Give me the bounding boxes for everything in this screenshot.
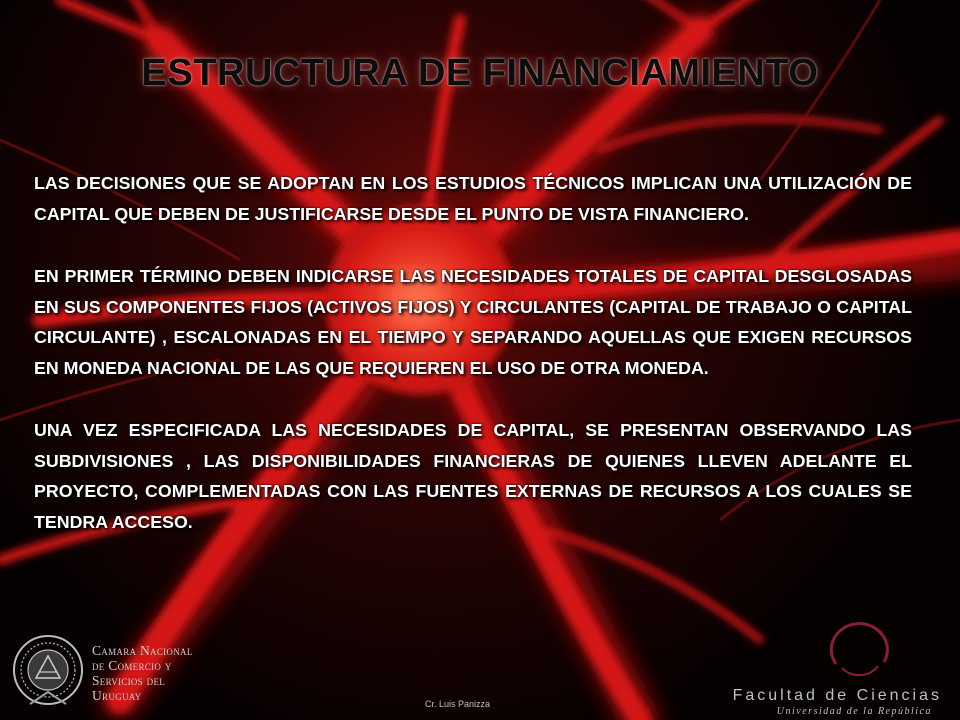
paragraph-financial-availability: UNA VEZ ESPECIFICADA LAS NECESIDADES DE CAPITAL, SE PRESENTAN OBSERVANDO LAS SUBDIVISIONES , LAS DISPONIBILIDADES FINANCIERAS DE QUIENES LLEVEN ADELANTE EL PROYECTO, COMPLEMENTADAS CON LAS FUENTES EXTERNAS DE RECURSOS A LOS CUALES SE TENDRA ACCESO. bbox=[34, 420, 912, 532]
faculty-name: Facultad de Ciencias bbox=[732, 687, 942, 704]
chamber-seal-icon bbox=[10, 630, 86, 712]
chamber-name bbox=[92, 643, 193, 703]
chamber-name-line: Uruguay bbox=[92, 688, 142, 703]
chamber-name-line: Camara Nacional bbox=[92, 643, 193, 658]
slide-title: ESTRUCTURA DE FINANCIAMIENTO bbox=[141, 52, 819, 94]
slide-body bbox=[34, 168, 912, 569]
university-name: Universidad de la República bbox=[776, 706, 932, 717]
author-footer: Cr. Luis Panizza bbox=[425, 699, 491, 709]
faculty-logo bbox=[822, 622, 898, 691]
paragraph-capital-decisions: LAS DECISIONES QUE SE ADOPTAN EN LOS ESTUDIOS TÉCNICOS IMPLICAN UNA UTILIZACIÓN DE CAPITAL QUE DEBEN DE JUSTIFICARSE DESDE EL PUNTO DE VISTA FINANCIERO. bbox=[34, 173, 912, 224]
chamber-name-line: Servicios del bbox=[92, 673, 166, 688]
faculty-ring-icon bbox=[822, 622, 898, 686]
chamber-name-line: de Comercio y bbox=[92, 658, 172, 673]
chamber-logo bbox=[10, 630, 86, 717]
paragraph-capital-needs: EN PRIMER TÉRMINO DEBEN INDICARSE LAS NECESIDADES TOTALES DE CAPITAL DESGLOSADAS EN SUS COMPONENTES FIJOS (ACTIVOS FIJOS) Y CIRCULANTES (CAPITAL DE TRABAJO O CAPITAL CIRCULANTE) , ESCALONADAS EN EL TIEMPO Y SEPARANDO AQUELLAS QUE EXIGEN RECURSOS EN MONEDA NACIONAL DE LAS QUE REQUIEREN EL USO DE OTRA MONEDA. bbox=[34, 266, 912, 378]
